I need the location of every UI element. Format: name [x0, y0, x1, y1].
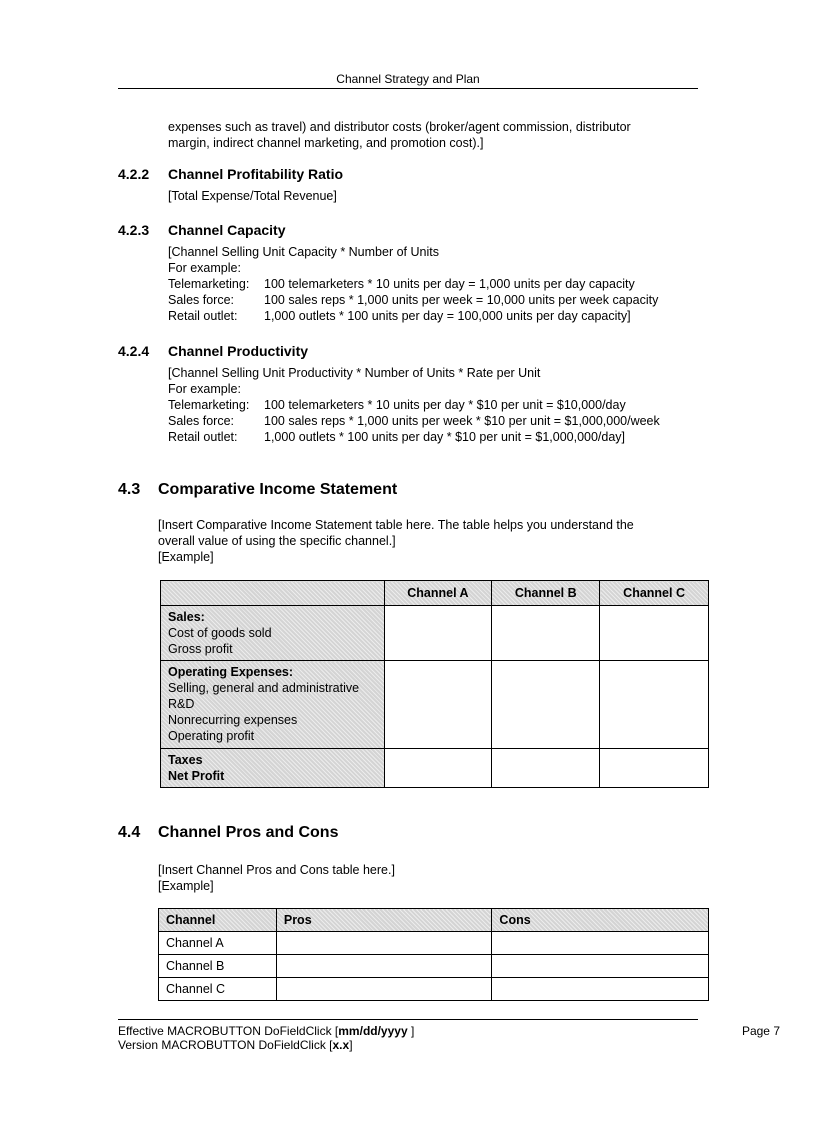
heading-number: 4.2.3 — [118, 222, 150, 238]
row-title: Taxes — [168, 753, 203, 767]
table-cell — [492, 749, 600, 788]
income-statement-intro — [158, 517, 634, 565]
example-text: 100 sales reps * 1,000 units per week = 10,000 units per week capacity — [264, 293, 659, 307]
column-header-channel-b: Channel B — [492, 581, 600, 606]
heading-4-2-2 — [118, 166, 343, 182]
heading-title: Channel Capacity — [168, 222, 286, 238]
row-label-cell — [161, 661, 385, 749]
intro-paragraph — [168, 119, 631, 151]
table-row — [161, 661, 709, 749]
heading-4-2-3 — [118, 222, 285, 238]
row-item: Cost of goods sold — [168, 626, 272, 640]
table-cell — [600, 606, 709, 661]
capacity-block — [168, 244, 658, 324]
heading-4-2-4 — [118, 343, 308, 359]
for-example-line: For example: — [168, 261, 241, 275]
heading-4-3 — [118, 481, 397, 499]
effective-date-line — [118, 1024, 414, 1038]
example-label: Sales force: — [168, 293, 235, 307]
example-label: Retail outlet: — [168, 309, 238, 323]
channel-cell: Channel B — [159, 955, 277, 978]
channel-cell: Channel C — [159, 978, 277, 1001]
column-header-channel-a: Channel A — [384, 581, 492, 606]
text-line: margin, indirect channel marketing, and promotion cost).] — [168, 136, 484, 150]
effective-label: Effective MACROBUTTON DoFieldClick [ — [118, 1024, 339, 1038]
row-label-cell — [161, 749, 385, 788]
heading-title: Channel Pros and Cons — [158, 824, 339, 841]
text-line: [Example] — [158, 879, 214, 893]
table-cell — [492, 661, 600, 749]
pros-cell — [276, 932, 492, 955]
example-row — [168, 397, 660, 413]
table-row — [161, 749, 709, 788]
heading-number: 4.3 — [118, 481, 141, 498]
version-close: ] — [349, 1038, 353, 1052]
example-row — [168, 308, 658, 324]
row-label-cell — [161, 606, 385, 661]
column-header-channel-c: Channel C — [600, 581, 709, 606]
productivity-block — [168, 365, 660, 445]
profitability-ratio-text: [Total Expense/Total Revenue] — [168, 189, 337, 203]
row-item: Gross profit — [168, 642, 233, 656]
pros-cons-table — [158, 908, 709, 1001]
row-item: Nonrecurring expenses — [168, 713, 298, 727]
column-header-channel: Channel — [159, 909, 277, 932]
cons-cell — [492, 955, 709, 978]
formula-line: [Channel Selling Unit Capacity * Number of Units — [168, 245, 439, 259]
example-label: Telemarketing: — [168, 277, 250, 291]
example-label: Retail outlet: — [168, 430, 238, 444]
version-line — [118, 1038, 414, 1052]
table-row — [159, 978, 709, 1001]
column-header-cons: Cons — [492, 909, 709, 932]
table-header-row — [159, 909, 709, 932]
row-title: Operating Expenses: — [168, 665, 294, 679]
heading-title: Channel Profitability Ratio — [168, 166, 344, 182]
table-cell — [600, 661, 709, 749]
heading-number: 4.2.2 — [118, 166, 150, 182]
table-cell — [384, 661, 492, 749]
text-line: overall value of using the specific channel.] — [158, 534, 396, 548]
table-cell — [492, 606, 600, 661]
table-corner-cell — [161, 581, 385, 606]
income-statement-table — [160, 580, 709, 788]
page-number: Page 7 — [741, 1024, 780, 1038]
table-row — [161, 606, 709, 661]
version-label: Version MACROBUTTON DoFieldClick [ — [118, 1038, 333, 1052]
row-item: Selling, general and administrative — [168, 681, 360, 695]
text-line: [Insert Comparative Income Statement table here. The table helps you understand the — [158, 518, 634, 532]
formula-line: [Channel Selling Unit Productivity * Number of Units * Rate per Unit — [168, 366, 541, 380]
heading-title: Comparative Income Statement — [158, 481, 398, 498]
example-text: 100 sales reps * 1,000 units per week * $10 per unit = $1,000,000/week — [264, 414, 660, 428]
row-title: Net Profit — [168, 769, 225, 783]
text-line: expenses such as travel) and distributor costs (broker/agent commission, distributor — [168, 120, 631, 134]
example-row — [168, 429, 660, 445]
heading-4-4 — [118, 824, 338, 842]
row-title: Sales: — [168, 610, 205, 624]
heading-number: 4.2.4 — [118, 343, 150, 359]
heading-number: 4.4 — [118, 824, 141, 841]
pros-cell — [276, 978, 492, 1001]
example-text: 100 telemarketers * 10 units per day * $10 per unit = $10,000/day — [264, 398, 626, 412]
cons-cell — [492, 932, 709, 955]
column-header-pros: Pros — [276, 909, 492, 932]
page-footer — [118, 1024, 414, 1052]
table-cell — [600, 749, 709, 788]
example-text: 1,000 outlets * 100 units per day * $10 per unit = $1,000,000/day] — [264, 430, 626, 444]
pros-cell — [276, 955, 492, 978]
text-line: [Insert Channel Pros and Cons table here.] — [158, 863, 395, 877]
pros-cons-intro — [158, 862, 395, 894]
table-row — [159, 932, 709, 955]
channel-cell: Channel A — [159, 932, 277, 955]
page-header: Channel Strategy and Plan — [118, 72, 698, 89]
example-row — [168, 276, 658, 292]
cons-cell — [492, 978, 709, 1001]
version-field[interactable]: x.x — [332, 1038, 350, 1052]
table-cell — [384, 606, 492, 661]
footer-divider — [118, 1019, 698, 1020]
effective-date-field[interactable]: mm/dd/yyyy — [338, 1024, 408, 1038]
row-item: R&D — [168, 697, 195, 711]
example-row — [168, 413, 660, 429]
example-row — [168, 292, 658, 308]
example-text: 100 telemarketers * 10 units per day = 1,000 units per day capacity — [264, 277, 635, 291]
table-cell — [384, 749, 492, 788]
example-text: 1,000 outlets * 100 units per day = 100,000 units per day capacity] — [264, 309, 631, 323]
table-row — [159, 955, 709, 978]
for-example-line: For example: — [168, 382, 241, 396]
row-item: Operating profit — [168, 729, 255, 743]
example-label: Telemarketing: — [168, 398, 250, 412]
text-line: [Example] — [158, 550, 214, 564]
heading-title: Channel Productivity — [168, 343, 309, 359]
effective-close: ] — [407, 1024, 415, 1038]
example-label: Sales force: — [168, 414, 235, 428]
table-header-row — [161, 581, 709, 606]
